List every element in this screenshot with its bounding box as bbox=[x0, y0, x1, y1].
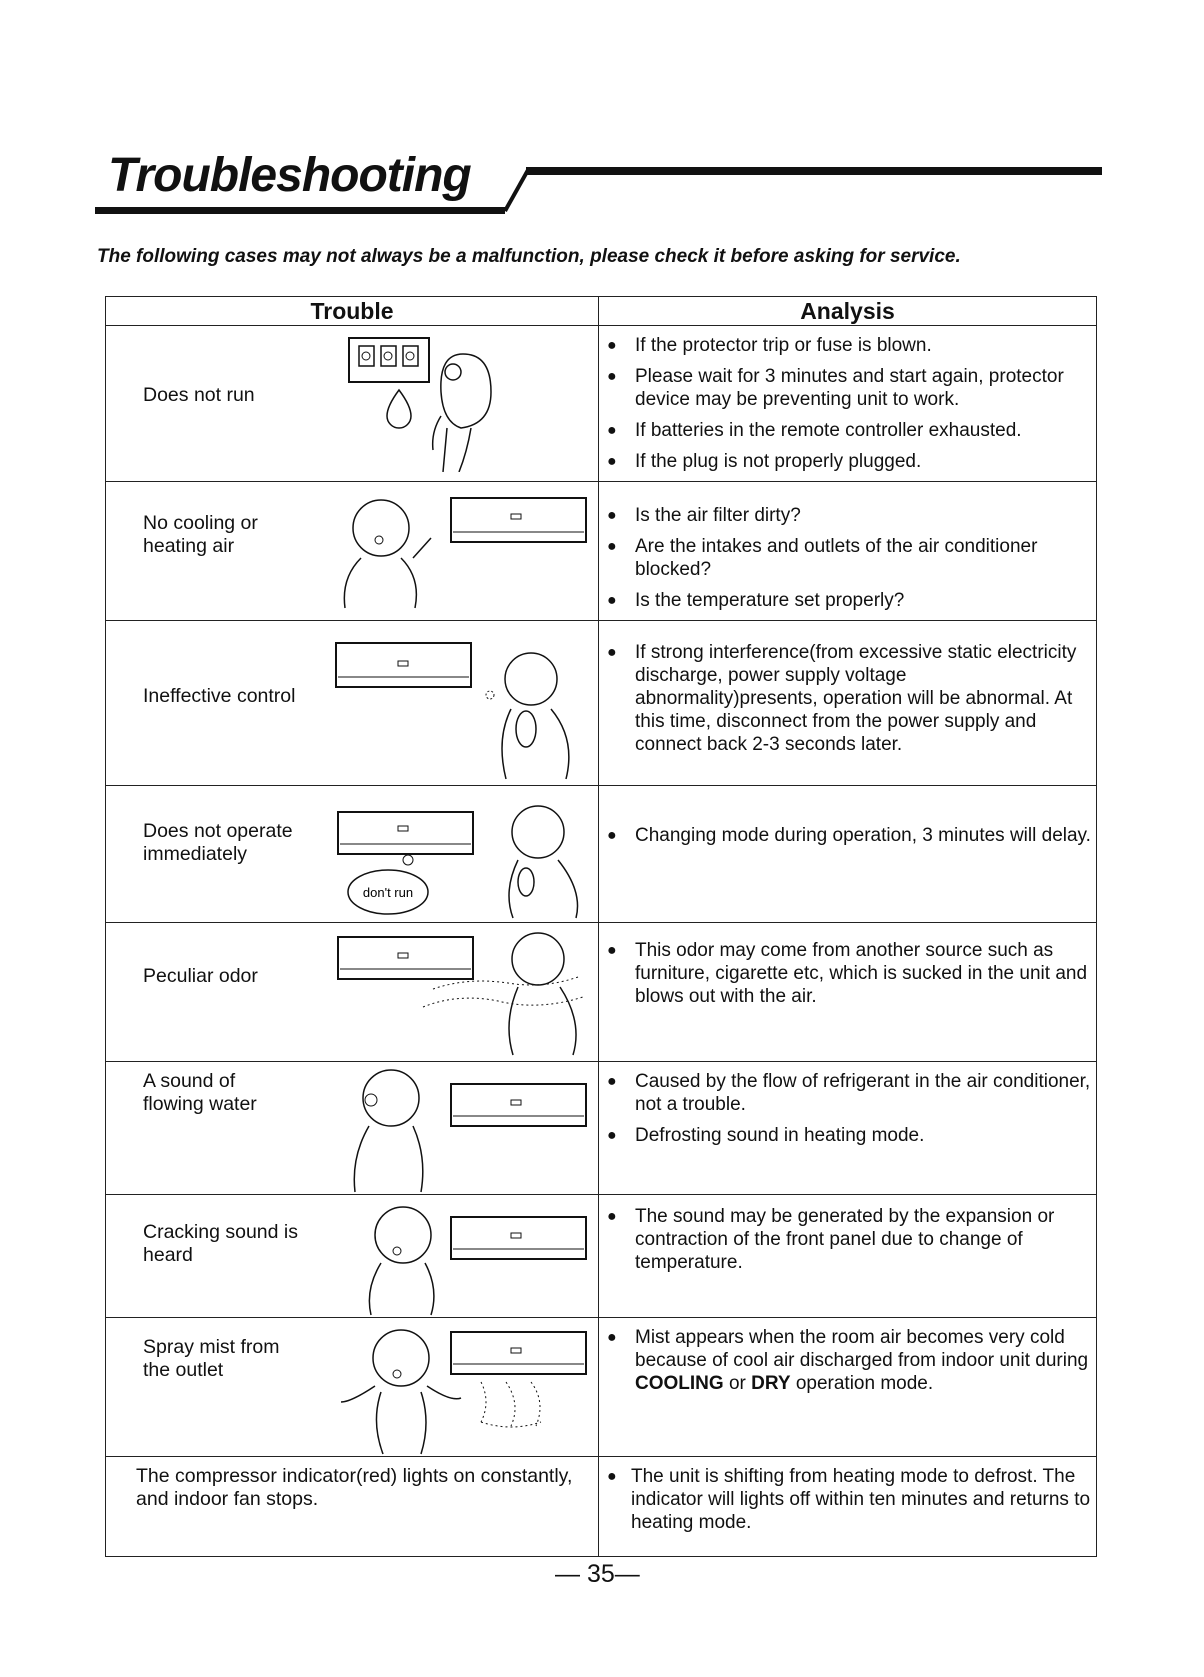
ac-unit-person-illustration bbox=[331, 488, 596, 613]
bullet: ● bbox=[607, 422, 617, 439]
trouble-label: Does not operate immediately bbox=[143, 820, 293, 865]
analysis-text: If batteries in the remote controller exhausted. bbox=[635, 420, 1022, 441]
page-title: Troubleshooting bbox=[108, 149, 471, 202]
page-subtitle: The following cases may not always be a malfunction, please check it before asking for service. bbox=[97, 246, 961, 267]
table-row bbox=[106, 1457, 1097, 1557]
analysis-item bbox=[599, 1465, 1092, 1534]
analysis-list bbox=[599, 1070, 1092, 1147]
analysis-text: Please wait for 3 minutes and start again, protector device may be preventing unit to work. bbox=[635, 366, 1064, 410]
bullet: ● bbox=[607, 644, 617, 661]
page-number: — 35— bbox=[555, 1560, 640, 1588]
table-row bbox=[106, 786, 1097, 923]
table-header-row bbox=[106, 297, 1097, 326]
trouble-label: No cooling or heating air bbox=[143, 512, 258, 557]
analysis-text: Is the air filter dirty? bbox=[635, 505, 801, 526]
bullet: ● bbox=[607, 592, 617, 609]
bullet: ● bbox=[607, 1127, 617, 1144]
analysis-text bbox=[635, 1327, 1088, 1394]
trouble-cell bbox=[106, 1062, 599, 1195]
analysis-item bbox=[599, 1124, 1092, 1147]
trouble-label: Peculiar odor bbox=[143, 965, 258, 987]
bullet: ● bbox=[607, 453, 617, 470]
bullet: ● bbox=[607, 337, 617, 354]
analysis-text-part: Mist appears when the room air becomes very cold because of cool air discharged from indoor unit during bbox=[635, 1327, 1089, 1371]
analysis-item bbox=[599, 419, 1092, 442]
bullet: ● bbox=[607, 1468, 617, 1485]
analysis-cell bbox=[599, 326, 1097, 482]
analysis-cell bbox=[599, 786, 1097, 923]
analysis-item bbox=[599, 535, 1092, 581]
trouble-label: Ineffective control bbox=[143, 685, 296, 707]
mode-dry-label: DRY bbox=[751, 1373, 791, 1394]
dont-run-label: don't run bbox=[362, 885, 414, 900]
remote-control-person-illustration bbox=[326, 639, 596, 784]
trouble-cell bbox=[106, 923, 599, 1062]
analysis-text: If strong interference(from excessive static electricity discharge, power supply voltage abnormality)presents, operation will be abnormal. At this time, disconnect from the power supply and connect back 2-3 seconds later. bbox=[635, 642, 1077, 755]
analysis-text: Is the temperature set properly? bbox=[635, 590, 905, 611]
trouble-label: Does not run bbox=[143, 384, 255, 406]
analysis-item bbox=[599, 1326, 1092, 1395]
analysis-text: This odor may come from another source such as furniture, cigarette etc, which is sucked in the unit and blows out with the air. bbox=[635, 940, 1088, 1007]
trouble-cell bbox=[106, 1318, 599, 1457]
bullet: ● bbox=[607, 1208, 617, 1225]
trouble-cell bbox=[106, 1457, 599, 1557]
bullet: ● bbox=[607, 1329, 617, 1346]
analysis-item bbox=[599, 450, 1092, 473]
analysis-item bbox=[599, 1205, 1092, 1274]
bullet: ● bbox=[607, 368, 617, 385]
analysis-list bbox=[599, 641, 1092, 756]
table-row bbox=[106, 1318, 1097, 1457]
troubleshooting-table bbox=[105, 296, 1097, 1557]
trouble-cell bbox=[106, 786, 599, 923]
table-row bbox=[106, 326, 1097, 482]
analysis-cell bbox=[599, 1195, 1097, 1318]
analysis-list bbox=[599, 939, 1092, 1008]
analysis-list bbox=[599, 824, 1092, 847]
analysis-text: The unit is shifting from heating mode to defrost. The indicator will lights off within ten minutes and returns to heating mode. bbox=[631, 1466, 1091, 1533]
analysis-list bbox=[599, 1326, 1092, 1395]
analysis-item bbox=[599, 365, 1092, 411]
analysis-item bbox=[599, 504, 1092, 527]
analysis-text-part: operation mode. bbox=[790, 1373, 934, 1394]
trouble-label: Cracking sound is heard bbox=[143, 1221, 298, 1266]
bullet: ● bbox=[607, 538, 617, 555]
analysis-text: Changing mode during operation, 3 minutes will delay. bbox=[635, 825, 1091, 846]
analysis-cell bbox=[599, 1457, 1097, 1557]
ac-unit-dont-run-illustration bbox=[328, 796, 596, 921]
analysis-cell bbox=[599, 621, 1097, 786]
analysis-item bbox=[599, 939, 1092, 1008]
analysis-item bbox=[599, 641, 1092, 756]
analysis-cell bbox=[599, 482, 1097, 621]
cracking-sound-illustration bbox=[341, 1199, 596, 1317]
table-row bbox=[106, 621, 1097, 786]
trouble-cell bbox=[106, 482, 599, 621]
trouble-label: A sound of flowing water bbox=[143, 1070, 257, 1115]
column-header-analysis: Analysis bbox=[599, 297, 1097, 326]
table-row bbox=[106, 1195, 1097, 1318]
analysis-list bbox=[599, 1465, 1092, 1534]
bullet: ● bbox=[607, 827, 617, 844]
analysis-cell bbox=[599, 923, 1097, 1062]
analysis-text: Defrosting sound in heating mode. bbox=[635, 1125, 925, 1146]
bullet: ● bbox=[607, 1073, 617, 1090]
analysis-item bbox=[599, 334, 1092, 357]
flowing-water-illustration bbox=[341, 1062, 596, 1194]
odor-illustration bbox=[328, 927, 596, 1060]
analysis-list bbox=[599, 1205, 1092, 1274]
trouble-cell bbox=[106, 326, 599, 482]
mode-cooling-label: COOLING bbox=[635, 1373, 724, 1394]
trouble-label: Spray mist from the outlet bbox=[143, 1336, 280, 1381]
table-row bbox=[106, 482, 1097, 621]
column-header-trouble: Trouble bbox=[106, 297, 599, 326]
analysis-list bbox=[599, 504, 1092, 612]
analysis-text-part: or bbox=[723, 1373, 752, 1394]
spray-mist-illustration bbox=[331, 1322, 596, 1456]
analysis-item bbox=[599, 589, 1092, 612]
table-row bbox=[106, 923, 1097, 1062]
analysis-text: If the protector trip or fuse is blown. bbox=[635, 335, 932, 356]
bullet: ● bbox=[607, 507, 617, 524]
bullet: ● bbox=[607, 942, 617, 959]
analysis-text: The sound may be generated by the expansion or contraction of the front panel due to change of temperature. bbox=[635, 1206, 1055, 1273]
trouble-cell bbox=[106, 1195, 599, 1318]
table-row bbox=[106, 1062, 1097, 1195]
analysis-text: If the plug is not properly plugged. bbox=[635, 451, 922, 472]
analysis-text: Are the intakes and outlets of the air conditioner blocked? bbox=[635, 536, 1038, 580]
fuse-box-person-illustration bbox=[341, 332, 511, 472]
analysis-text: Caused by the flow of refrigerant in the air conditioner, not a trouble. bbox=[635, 1071, 1091, 1115]
analysis-cell bbox=[599, 1318, 1097, 1457]
trouble-label: The compressor indicator(red) lights on constantly, and indoor fan stops. bbox=[136, 1465, 573, 1510]
analysis-item bbox=[599, 824, 1092, 847]
analysis-item bbox=[599, 1070, 1092, 1116]
analysis-list bbox=[599, 334, 1092, 473]
trouble-cell bbox=[106, 621, 599, 786]
analysis-cell bbox=[599, 1062, 1097, 1195]
